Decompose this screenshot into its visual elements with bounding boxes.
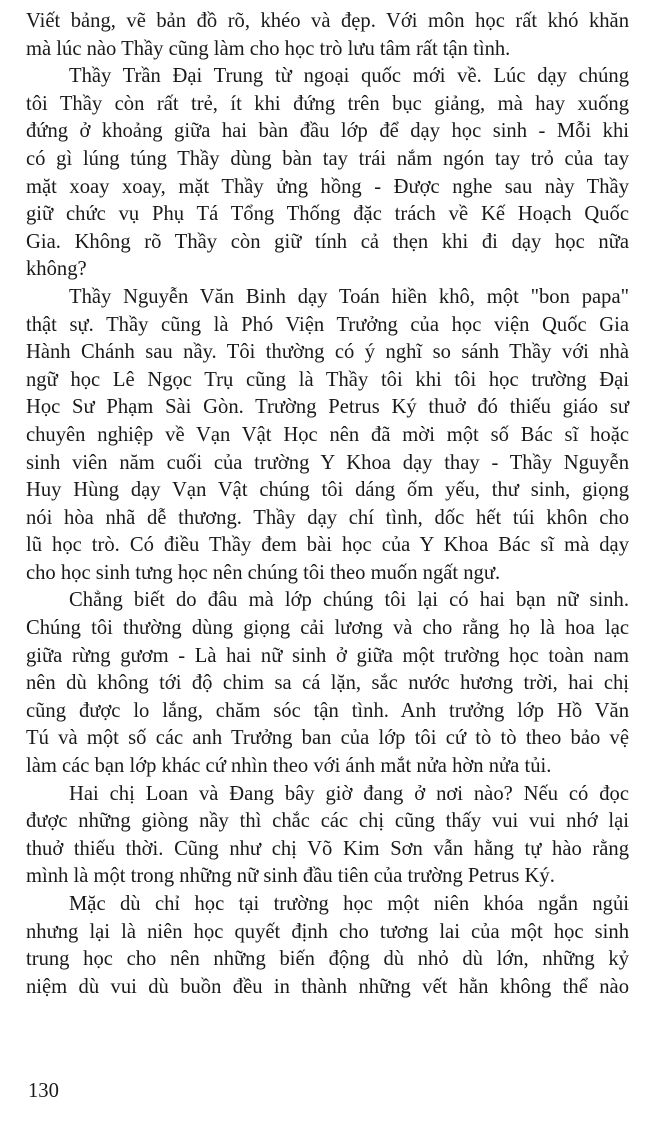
text-line: đứng ở khoảng giữa hai bàn đầu lớp để dạy học sinh - Mỗi khi <box>26 120 629 143</box>
text-line: Mặc dù chỉ học tại trường học một niên khóa ngắn ngủi <box>69 893 629 915</box>
text-line: Hành Chánh sau nầy. Tôi thường có ý nghĩ so sánh Thầy với nhà <box>26 341 629 364</box>
text-line: mặt xoay xoay, mặt Thầy ửng hồng - Được nghe sau này Thầy <box>26 175 629 198</box>
text-line: trung học cho nên những biến động dù nhỏ dù lớn, những kỷ <box>26 948 629 971</box>
text-line: mình là một trong những nữ sinh đầu tiên của trường Petrus Ký. <box>26 865 555 888</box>
text-line: Chẳng biết do đâu mà lớp chúng tôi lại có hai bạn nữ sinh. <box>69 589 629 612</box>
paragraph <box>26 284 629 588</box>
paragraph <box>26 891 629 1001</box>
document-body <box>26 8 629 1001</box>
paragraph <box>26 587 629 780</box>
text-line: Hai chị Loan và Đang bây giờ đang ở nơi nào? Nếu có đọc <box>69 782 629 805</box>
text-line: chuyên nghiệp về Vạn Vật Học nên đã mời một số Bác sĩ hoặc <box>26 423 629 446</box>
text-line: nên dù không tới độ chim sa cá lặn, sắc nước hương trời, hai chị <box>26 672 629 695</box>
text-line: có gì lúng túng Thầy dùng bàn tay trái nắm ngón tay trỏ của tay <box>26 147 629 170</box>
text-line: Thầy Trần Đại Trung từ ngoại quốc mới về. Lúc dạy chúng <box>69 65 629 88</box>
text-line: Huy Hùng dạy Vạn Vật chúng tôi dáng ốm yếu, thư sinh, giọng <box>26 479 629 502</box>
text-line: mà lúc nào Thầy cũng làm cho học trò lưu tâm rất tận tình. <box>26 37 511 60</box>
text-line: nói hòa nhã dễ thương. Thầy dạy chí tình, dốc hết túi khôn cho <box>26 506 629 529</box>
text-line: được những giòng nầy thì chắc các chị cũng thấy vui vui nhớ lại <box>26 810 629 833</box>
page-number: 130 <box>28 1080 59 1102</box>
text-line: niệm dù vui dù buồn đều in thành những vết hằn không thể nào <box>26 975 629 998</box>
text-line: giữa rừng gươm - Là hai nữ sinh ở giữa một trường học toàn nam <box>26 644 629 667</box>
paragraph <box>26 781 629 891</box>
text-line: thuở thiếu thời. Cũng như chị Võ Kim Sơn vẫn hằng tự hào rằng <box>26 837 629 860</box>
text-line: cho học sinh tưng học nên chúng tôi theo muốn ngất ngư. <box>26 561 501 584</box>
text-line: Thầy Nguyễn Văn Binh dạy Toán hiền khô, một "bon papa" <box>69 285 629 308</box>
text-line: tôi Thầy còn rất trẻ, ít khi đứng trên bục giảng, mà hay xuống <box>26 92 629 115</box>
text-line: lũ học trò. Có điều Thầy đem bài học của Y Khoa Bác sĩ mà dạy <box>26 534 629 557</box>
paragraph <box>26 63 629 284</box>
text-line: không? <box>26 258 87 281</box>
text-line: thật sự. Thầy cũng là Phó Viện Trưởng của học viện Quốc Gia <box>26 313 629 336</box>
text-line: Viết bảng, vẽ bản đồ rõ, khéo và đẹp. Với môn học rất khó khăn <box>26 10 629 32</box>
text-line: giữ chức vụ Phụ Tá Tổng Thống đặc trách về Kế Hoạch Quốc <box>26 203 629 226</box>
text-line: sinh viên năm cuối của trường Y Khoa dạy thay - Thầy Nguyễn <box>26 451 629 474</box>
text-line: Chúng tôi thường dùng giọng cải lương và cho rằng họ là hoa lạc <box>26 617 629 640</box>
text-line: Học Sư Phạm Sài Gòn. Trường Petrus Ký thuở đó thiếu giáo sư <box>26 396 629 419</box>
text-line: nhưng lại là niên học quyết định cho tương lai của một học sinh <box>26 920 629 943</box>
text-line: ngữ học Lê Ngọc Trụ cũng là Thầy tôi khi tôi học trường Đại <box>26 368 629 391</box>
text-line: làm các bạn lớp khác cứ nhìn theo với ánh mắt nửa hờn nửa tủi. <box>26 755 552 778</box>
text-line: Gia. Không rõ Thầy còn giữ tính cả thẹn khi đi dạy học nữa <box>26 230 629 253</box>
text-line: Tú và một số các anh Trưởng ban của lớp tôi cứ tò tò theo bảo vệ <box>26 727 629 750</box>
paragraph <box>26 8 629 63</box>
text-line: cũng được lo lắng, chăm sóc tận tình. Anh trưởng lớp Hồ Văn <box>26 699 629 722</box>
